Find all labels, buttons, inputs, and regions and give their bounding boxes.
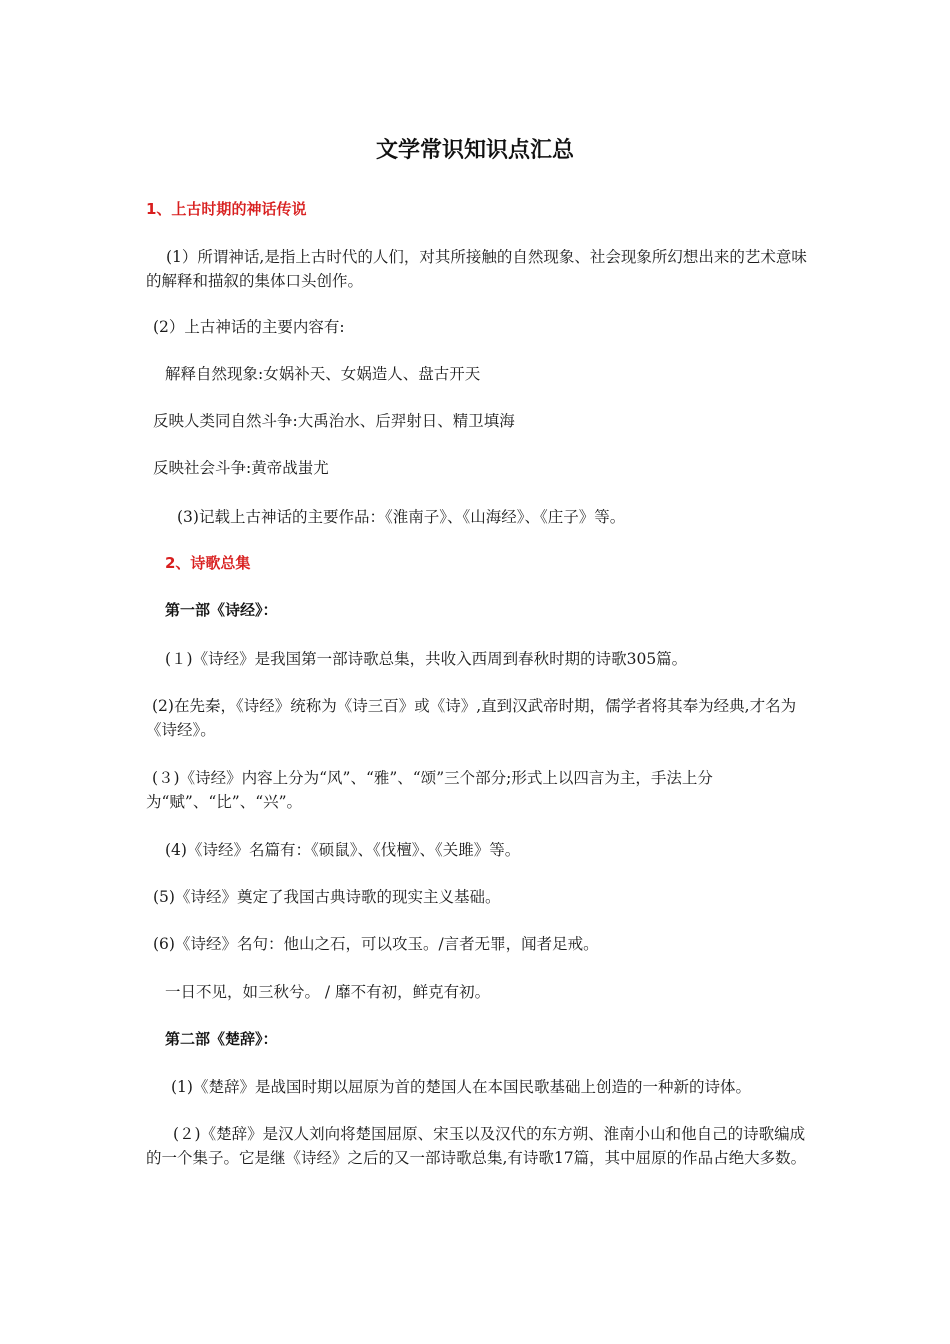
subheading-chuci: 第二部《楚辞》：	[165, 1030, 278, 1048]
paragraph: (３)《诗经》内容上分为“风”、“雅”、“颂”三个部分;形式上以四言为主，手法上分为“赋”、“比”、“兴”。	[146, 769, 713, 811]
paragraph: (1)《楚辞》是战国时期以屈原为首的楚国人在本国民歌基础上创造的一种新的诗体。	[171, 1078, 751, 1096]
section-heading-myths: 1、上古时期的神话传说	[146, 200, 307, 218]
paragraph: (3)记载上古神话的主要作品：《淮南子》、《山海经》、《庄子》等。	[177, 508, 626, 526]
paragraph: (2）上古神话的主要内容有:	[153, 318, 345, 336]
paragraph: (２)《楚辞》是汉人刘向将楚国屈原、宋玉以及汉代的东方朔、淮南小山和他自己的诗歌编成的一个集子。它是继《诗经》之后的又一部诗歌总集,有诗歌17篇，其中屈原的作品占绝大多数。	[146, 1125, 807, 1167]
subheading-shijing: 第一部《诗经》：	[165, 601, 278, 619]
paragraph: 解释自然现象:女娲补天、女娲造人、盘古开天	[165, 365, 481, 383]
paragraph: 反映人类同自然斗争:大禹治水、后羿射日、精卫填海	[153, 412, 515, 430]
paragraph: (2)在先秦，《诗经》统称为《诗三百》或《诗》,直到汉武帝时期，儒学者将其奉为经典,才名为《诗经》。	[146, 697, 797, 739]
page-title: 文学常识知识点汇总	[375, 138, 574, 163]
paragraph: (1）所谓神话,是指上古时代的人们，对其所接触的自然现象、社会现象所幻想出来的艺术意味的解释和描叙的集体口头创作。	[146, 248, 807, 290]
section-heading-poetry: 2、诗歌总集	[165, 554, 251, 572]
paragraph: 反映社会斗争:黄帝战蚩尤	[153, 459, 329, 477]
paragraph: (5)《诗经》奠定了我国古典诗歌的现实主义基础。	[153, 888, 501, 906]
paragraph: 一日不见，如三秋兮。 / 靡不有初，鲜克有初。	[165, 983, 491, 1001]
paragraph: (１)《诗经》是我国第一部诗歌总集，共收入西周到春秋时期的诗歌305篇。	[165, 650, 688, 668]
paragraph: (6)《诗经》名句：他山之石，可以攻玉。/言者无罪，闻者足戒。	[153, 935, 599, 953]
paragraph: (4)《诗经》名篇有：《硕鼠》、《伐檀》、《关雎》等。	[165, 841, 521, 859]
